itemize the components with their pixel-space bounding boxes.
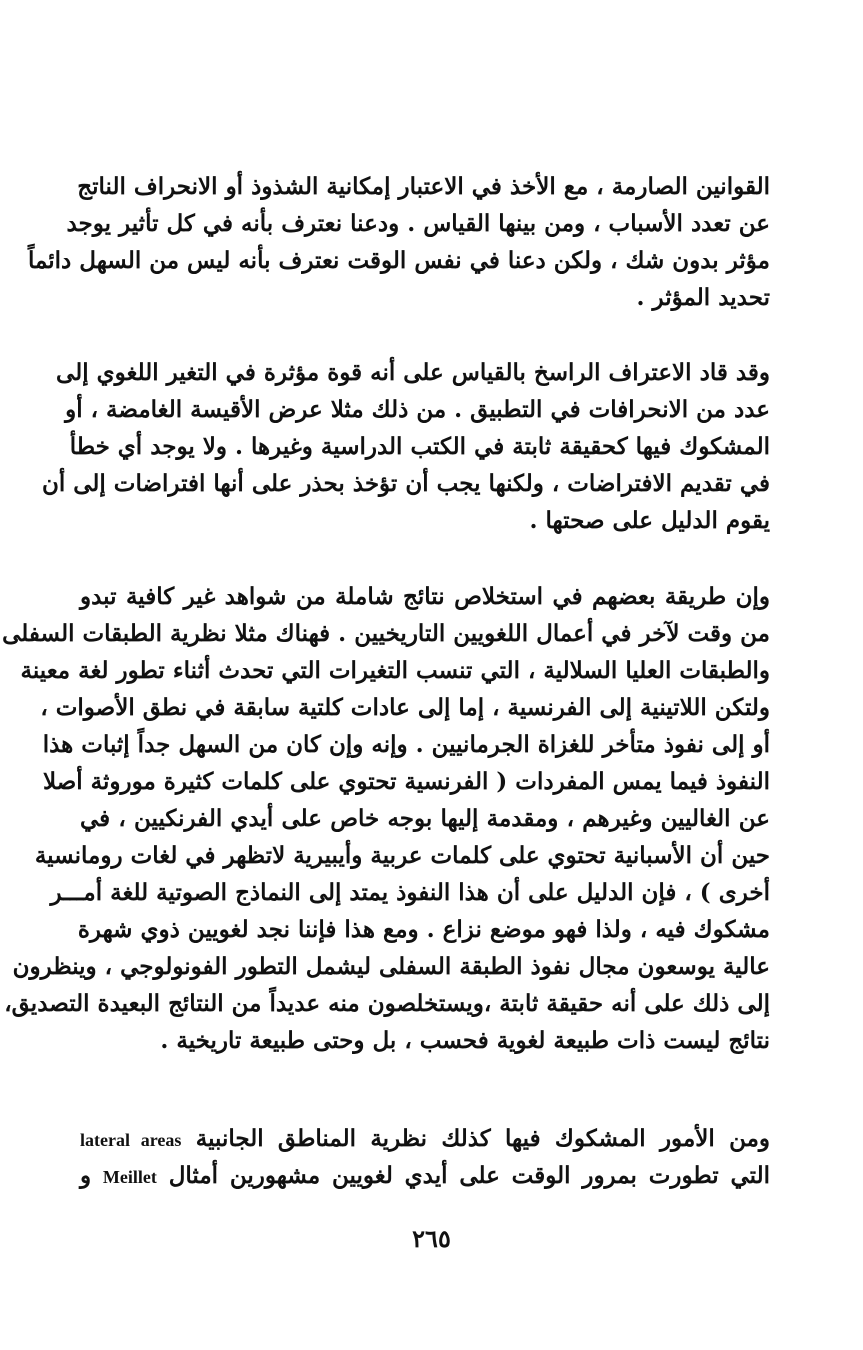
text-line: مشكوك فيه ، ولذا فهو موضع نزاع . ومع هذا فإننا نجد لغويين ذوي شهرة (77, 916, 770, 943)
paragraph-1 (27, 168, 770, 316)
text-line: عالية يوسعون مجال نفوذ الطبقة السفلى ليشمل التطور الفونولوجي ، وينظرون (12, 953, 770, 980)
text-line (80, 1157, 770, 1194)
page-number: ٢٦٥ (412, 1224, 451, 1253)
text-line: في تقديم الافتراضات ، ولكنها يجب أن تؤخذ بحذر على أنها افتراضات إلى أن (41, 470, 770, 497)
arabic-text: ومن الأمور المشكوك فيها كذلك نظرية المناطق الجانبية (195, 1125, 771, 1152)
text-line: عن تعدد الأسباب ، ومن بينها القياس . ودعنا نعترف بأنه في كل تأثير يوجد (66, 210, 770, 237)
latin-term: lateral areas (80, 1130, 182, 1150)
text-line: إلى ذلك على أنه حقيقة ثابتة ،ويستخلصون منه عديداً من النتائج البعيدة التصديق، (4, 990, 770, 1017)
text-line: نتائج ليست ذات طبيعة لغوية فحسب ، بل وحتى طبيعة تاريخية . (160, 1027, 770, 1054)
text-line: يقوم الدليل على صحتها . (529, 507, 770, 534)
text-line: حين أن الأسبانية تحتوي على كلمات عربية وأيبيرية لاتظهر في لغات رومانسية (34, 842, 770, 869)
text-line: ولتكن اللاتينية إلى الفرنسية ، إما إلى عادات كلتية سابقة في نطق الأصوات ، (40, 694, 770, 721)
text-line: تحديد المؤثر . (636, 284, 770, 311)
arabic-text: و (80, 1162, 92, 1189)
text-line: أو إلى نفوذ متأخر للغزاة الجرمانيين . وإنه وإن كان من السهل جداً إثبات هذا (42, 731, 770, 758)
arabic-text: التي تطورت بمرور الوقت على أيدي لغويين مشهورين أمثال (168, 1162, 770, 1189)
text-line: والطبقات العليا السلالية ، التي تنسب التغيرات التي تحدث أثناء تطور لغة معينة (20, 657, 770, 684)
text-line: وقد قاد الاعتراف الراسخ بالقياس على أنه قوة مؤثرة في التغير اللغوي إلى (56, 359, 770, 386)
paragraph-2 (41, 354, 770, 539)
latin-term: Meillet (102, 1167, 157, 1187)
text-line: من وقت لآخر في أعمال اللغويين التاريخيين . فهناك مثلا نظرية الطبقات السفلى (2, 620, 770, 647)
text-line: المشكوك فيها كحقيقة ثابتة في الكتب الدراسية وغيرها . ولا يوجد أي خطأ (69, 433, 770, 460)
paragraph-4 (80, 1120, 770, 1194)
text-line: مؤثر بدون شك ، ولكن دعنا في نفس الوقت نعترف بأنه ليس من السهل دائماً (27, 247, 770, 274)
text-line: القوانين الصارمة ، مع الأخذ في الاعتبار إمكانية الشذوذ أو الانحراف الناتج (77, 173, 770, 200)
text-line (80, 1120, 770, 1157)
paragraph-3 (2, 578, 770, 1059)
text-line: عن الغاليين وغيرهم ، ومقدمة إليها بوجه خاص على أيدي الفرنكيين ، في (80, 805, 770, 832)
text-line: النفوذ فيما يمس المفردات ( الفرنسية تحتوي على كلمات كثيرة موروثة أصلا (42, 768, 770, 795)
text-line: عدد من الانحرافات في التطبيق . من ذلك مثلا عرض الأقيسة الغامضة ، أو (65, 396, 770, 423)
text-line: أخرى ) ، فإن الدليل على أن هذا النفوذ يمتد إلى النماذج الصوتية للغة أمـــر (50, 879, 770, 906)
text-line: وإن طريقة بعضهم في استخلاص نتائج شاملة من شواهد غير كافية تبدو (80, 583, 770, 610)
